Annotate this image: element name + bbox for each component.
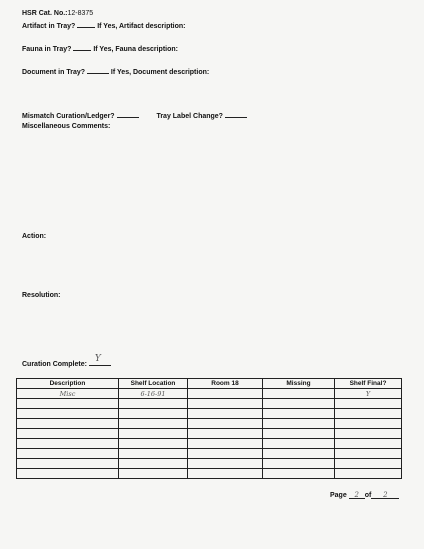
cell-description[interactable] <box>17 419 119 429</box>
cell-missing[interactable] <box>263 389 335 399</box>
header-shelf-final: Shelf Final? <box>335 379 402 389</box>
cell-shelf-location[interactable] <box>119 399 188 409</box>
cell-description[interactable] <box>17 429 119 439</box>
header-missing: Missing <box>263 379 335 389</box>
mismatch-label: Mismatch Curation/Ledger? <box>22 113 115 120</box>
cell-missing[interactable] <box>263 419 335 429</box>
table-row <box>17 439 402 449</box>
action-label: Action: <box>22 233 47 240</box>
cell-shelf-final[interactable] <box>335 409 402 419</box>
mismatch-row <box>22 110 247 120</box>
fauna-question: Fauna in Tray? <box>22 46 72 53</box>
catalog-number <box>22 10 93 17</box>
mismatch-field[interactable] <box>117 110 139 118</box>
resolution-label: Resolution: <box>22 292 61 299</box>
artifact-row <box>22 20 186 30</box>
cell-room-18[interactable] <box>188 439 263 449</box>
table-row <box>17 469 402 479</box>
cell-description[interactable] <box>17 409 119 419</box>
cell-shelf-final[interactable] <box>335 459 402 469</box>
header-room-18: Room 18 <box>188 379 263 389</box>
cell-room-18[interactable] <box>188 469 263 479</box>
cell-missing[interactable] <box>263 439 335 449</box>
cell-shelf-location[interactable] <box>119 439 188 449</box>
tray-label-change-label: Tray Label Change? <box>156 113 223 120</box>
cell-shelf-final[interactable] <box>335 429 402 439</box>
cell-description[interactable] <box>17 449 119 459</box>
cell-room-18[interactable] <box>188 399 263 409</box>
table-row <box>17 389 402 399</box>
fauna-row <box>22 43 178 53</box>
table-row <box>17 449 402 459</box>
page-number-field[interactable] <box>349 491 365 499</box>
cell-description[interactable] <box>17 459 119 469</box>
cell-missing[interactable] <box>263 429 335 439</box>
cell-room-18[interactable] <box>188 459 263 469</box>
document-answer-field[interactable] <box>87 66 109 74</box>
header-shelf-location: Shelf Location <box>119 379 188 389</box>
cell-missing[interactable] <box>263 409 335 419</box>
table-row <box>17 409 402 419</box>
cell-shelf-final[interactable] <box>335 439 402 449</box>
cell-missing[interactable] <box>263 399 335 409</box>
fauna-description-label: If Yes, Fauna description: <box>93 46 178 53</box>
document-row <box>22 66 209 76</box>
cell-shelf-location[interactable] <box>119 459 188 469</box>
cell-description[interactable] <box>17 399 119 409</box>
of-label: of <box>364 492 372 499</box>
document-description-label: If Yes, Document description: <box>110 69 210 76</box>
cell-missing[interactable] <box>263 469 335 479</box>
cell-shelf-location[interactable] <box>119 429 188 439</box>
cell-shelf-location[interactable] <box>119 469 188 479</box>
page-footer <box>330 491 399 499</box>
table-header-row <box>17 379 402 389</box>
page-number: 2 <box>354 491 359 499</box>
cell-shelf-final[interactable] <box>335 399 402 409</box>
inventory-table <box>16 378 402 479</box>
table-row <box>17 429 402 439</box>
curation-complete-value: Y <box>94 354 101 364</box>
cell-description[interactable] <box>17 469 119 479</box>
cell-room-18[interactable] <box>188 419 263 429</box>
artifact-answer-field[interactable] <box>77 20 95 28</box>
page-total: 2 <box>383 491 388 499</box>
cell-shelf-final[interactable]: Y <box>335 389 402 399</box>
cell-room-18[interactable] <box>188 389 263 399</box>
cell-shelf-location[interactable]: 6-16-91 <box>119 389 188 399</box>
cell-shelf-final[interactable] <box>335 419 402 429</box>
cell-description[interactable]: Misc <box>17 389 119 399</box>
page-label: Page <box>330 492 347 499</box>
cell-shelf-location[interactable] <box>119 419 188 429</box>
artifact-description-label: If Yes, Artifact description: <box>97 23 186 30</box>
cell-shelf-final[interactable] <box>335 449 402 459</box>
document-question: Document in Tray? <box>22 69 86 76</box>
cell-room-18[interactable] <box>188 449 263 459</box>
catalog-number-value: 12-8375 <box>67 10 94 17</box>
fauna-answer-field[interactable] <box>73 43 91 51</box>
curation-complete-field[interactable] <box>89 354 111 366</box>
catalog-number-label: HSR Cat. No.: <box>22 10 68 17</box>
header-description: Description <box>17 379 119 389</box>
page-total-field[interactable] <box>371 491 399 499</box>
cell-shelf-location[interactable] <box>119 449 188 459</box>
cell-room-18[interactable] <box>188 409 263 419</box>
table-row <box>17 419 402 429</box>
table-row <box>17 399 402 409</box>
cell-description[interactable] <box>17 439 119 449</box>
cell-missing[interactable] <box>263 449 335 459</box>
artifact-question: Artifact in Tray? <box>22 23 76 30</box>
cell-missing[interactable] <box>263 459 335 469</box>
misc-comments-label: Miscellaneous Comments: <box>22 123 111 130</box>
tray-label-change-field[interactable] <box>225 110 247 118</box>
curation-complete-label: Curation Complete: <box>22 361 87 368</box>
cell-shelf-location[interactable] <box>119 409 188 419</box>
cell-room-18[interactable] <box>188 429 263 439</box>
table-row <box>17 459 402 469</box>
cell-shelf-final[interactable] <box>335 469 402 479</box>
curation-complete-row <box>22 354 111 368</box>
